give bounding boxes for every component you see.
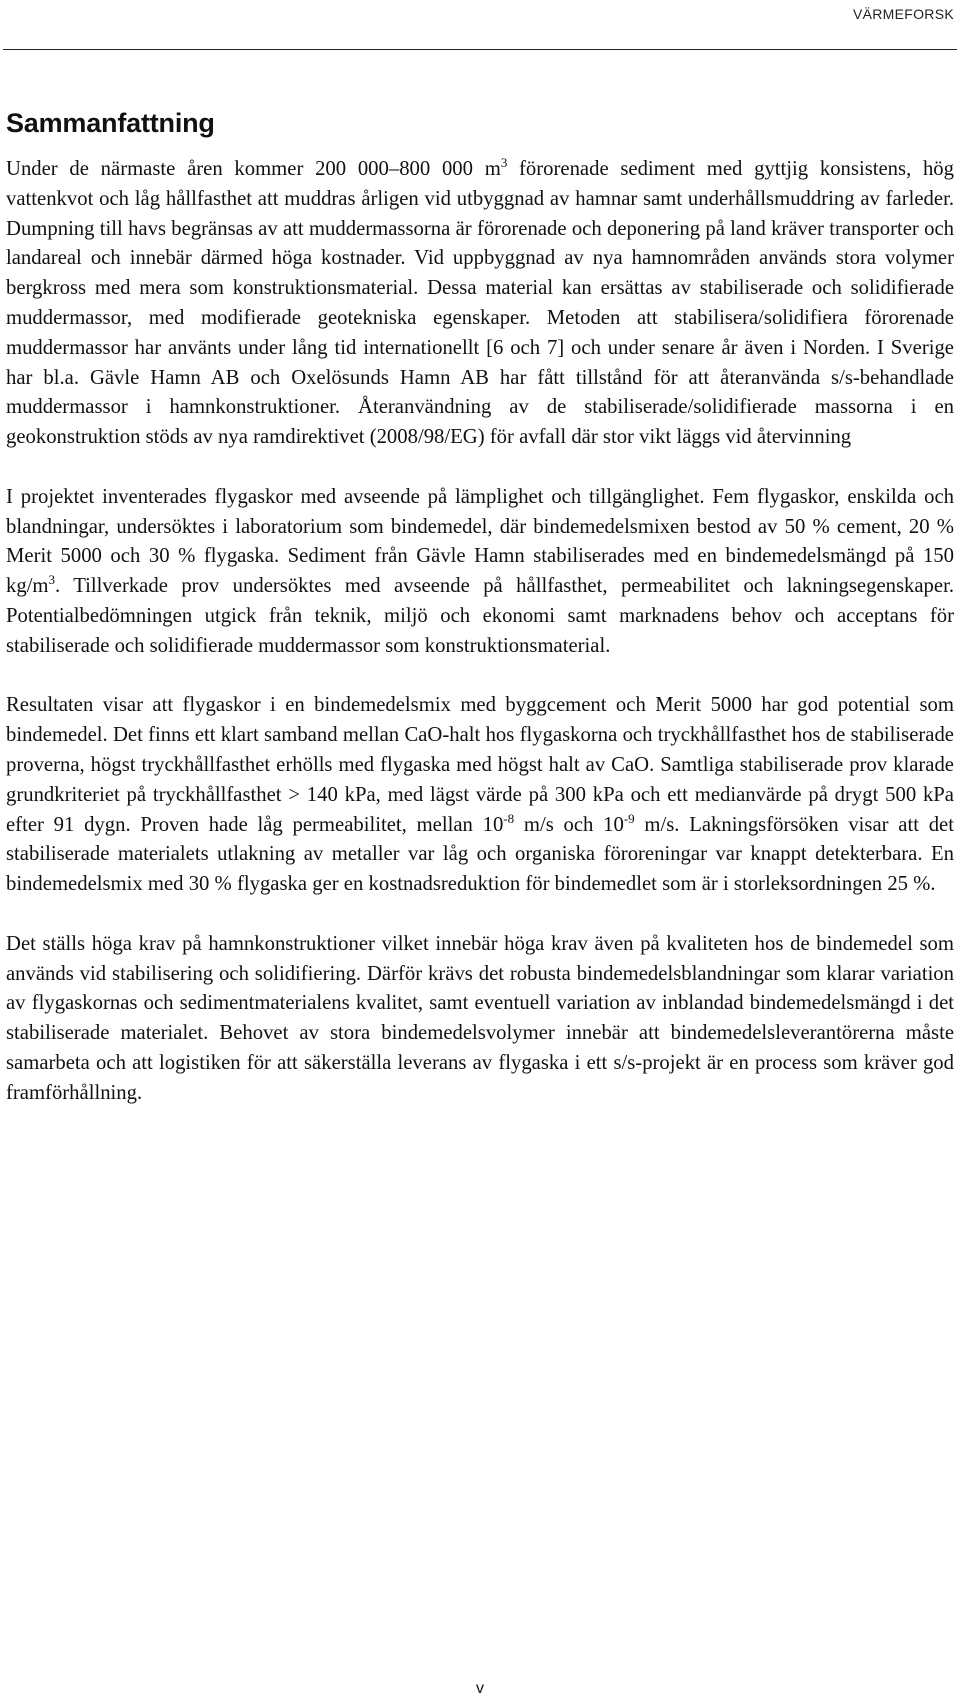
superscript: -8 bbox=[503, 810, 515, 826]
superscript: 3 bbox=[500, 155, 508, 170]
paragraph-2-text-b: . Tillverkade prov undersöktes med avseende på hållfasthet, permeabilitet och lakningsegenskaper. Potentialbedömningen utgick från teknik, miljö och ekonomi samt marknadens behov och acceptans för stabiliserade och solidifierade muddermassor som konstruktionsmaterial. bbox=[6, 575, 954, 657]
paragraph-2-text-a: I projektet inventerades flygaskor med avseende på lämplighet och tillgänglighet. Fem flygaskor, enskilda och blandningar, undersöktes i laboratorium som bindemedel, där bindemedelsmixen bestod av 50 % cement, 20 % Merit 5000 och 30 % flygaska. Sediment från Gävle Hamn stabiliserades med en bindemedelsmängd på 150 kg/m bbox=[6, 485, 954, 598]
superscript: 3 bbox=[48, 572, 56, 588]
paragraph-1-text-a: Under de närmaste åren kommer 200 000–800 000 m bbox=[6, 158, 501, 180]
body-text bbox=[6, 155, 954, 1138]
paragraph-3-text-a: Resultaten visar att flygaskor i en bindemedelsmix med byggcement och Merit 5000 har god potential som bindemedel. Det finns ett klart samband mellan CaO-halt hos flygaskorna och tryckhållfasthet hos de stabiliserade proverna, högst tryckhållfasthet erhölls med flygaska med högst halt av CaO. Samtliga stabiliserade prov klarade grundkriteriet på tryckhållfasthet > 140 kPa, med lägst värde på 300 kPa och ett medianvärde på drygt 500 kPa efter 91 dygn. Proven hade låg permeabilitet, mellan 10 bbox=[6, 694, 954, 836]
header-divider bbox=[3, 49, 957, 50]
paragraph-1 bbox=[6, 155, 954, 453]
page-number: v bbox=[476, 1680, 484, 1697]
paragraph-3-text-b: m/s och 10 bbox=[514, 813, 624, 836]
paragraph-4 bbox=[6, 930, 954, 1109]
paragraph-2 bbox=[6, 483, 954, 662]
superscript: -9 bbox=[623, 810, 635, 826]
paragraph-3 bbox=[6, 691, 954, 900]
header-brand: VÄRMEFORSK bbox=[852, 6, 954, 22]
paragraph-3-text-c: m/s. Lakningsförsöken visar att det stabiliserade materialets utlakning av metaller var låg och organiska föroreningar var knappt detekterbara. En bindemedelsmix med 30 % flygaska ger en kostnadsreduktion för bindemedlet som är i storleksordningen 25 %. bbox=[6, 813, 954, 896]
section-title: Sammanfattning bbox=[6, 108, 215, 138]
paragraph-1-text-b: förorenade sediment med gyttjig konsistens, hög vattenkvot och låg hållfasthet att muddras årligen vid utbyggnad av hamnar samt underhållsmuddring av farleder. Dumpning till havs begränsas av att muddermassorna är förorenade och deponering på land kräver transporter och landareal och innebär därmed höga kostnader. Vid uppbyggnad av nya hamnområden används stora volymer bergkross med mera som konstruktionsmaterial. Dessa material kan ersättas av stabiliserade och solidifierade muddermassor, med modifierade geotekniska egenskaper. Metoden att stabilisera/solidifiera förorenade muddermassor har använts under lång tid internationellt [6 och 7] och under senare år även i Norden. I Sverige har bl.a. Gävle Hamn AB och Oxelösunds Hamn AB har fått tillstånd för att återanvända s/s-behandlade muddermassor i hamnkonstruktioner. Återanvändning av de stabiliserade/solidifierade massorna i en geokonstruktion stöds av nya ramdirektivet (2008/98/EG) för avfall där stor vikt läggs vid återvinning bbox=[6, 158, 954, 449]
paragraph-4-text-a: Det ställs höga krav på hamnkonstruktioner vilket innebär höga krav även på kvaliteten hos de bindemedel som används vid stabilisering och solidifiering. Därför krävs det robusta bindemedelsblandningar som klarar variation av flygaskornas och sedimentmaterialens kvalitet, samt eventuell variation av inblandad bindemedelsmängd i det stabiliserade materialet. Behovet av stora bindemedelsvolymer innebär att bindemedelsleverantörerna måste samarbeta och att logistiken för att säkerställa leverans av flygaska i ett s/s-projekt är en process som kräver god framförhållning. bbox=[6, 932, 954, 1104]
